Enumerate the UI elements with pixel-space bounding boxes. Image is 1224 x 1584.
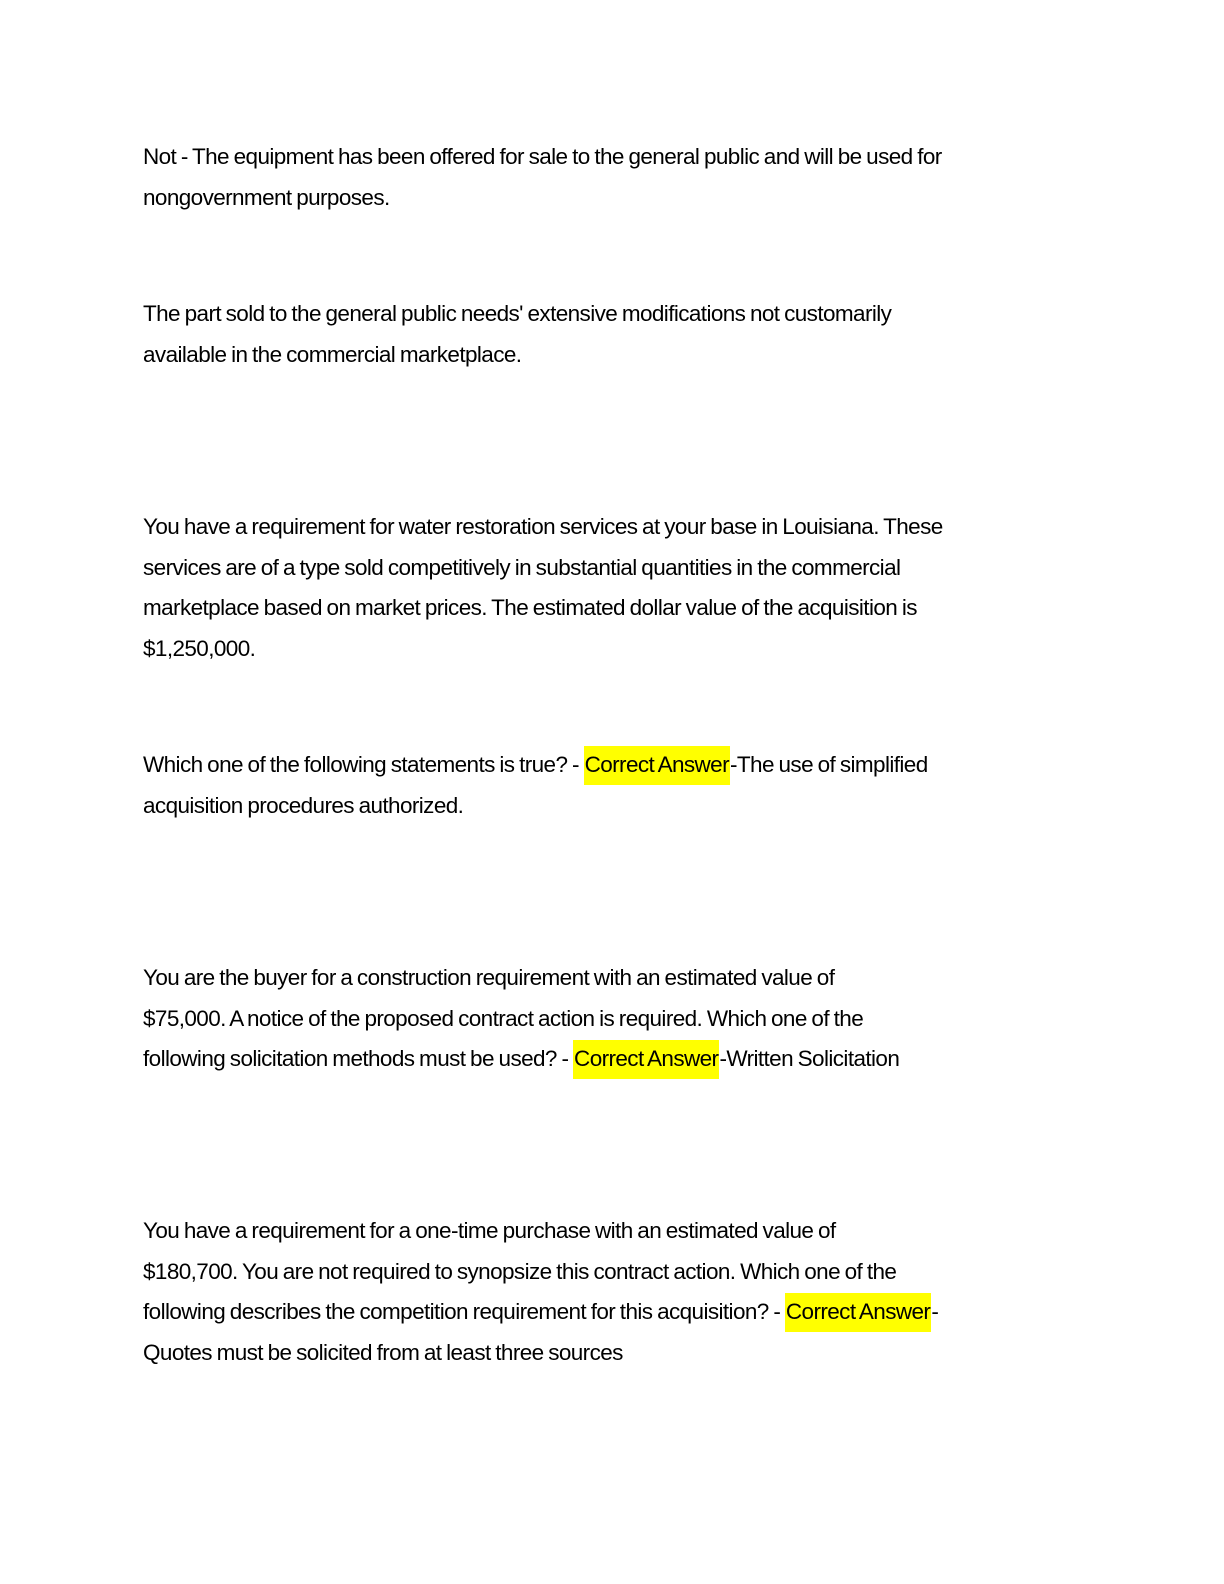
text-line: nongovernment purposes. [143, 184, 390, 210]
question-text: You are the buyer for a construction requirement with an estimated value of [143, 965, 835, 990]
text-line: You have a requirement for water restoration services at your base in Louisiana. These [143, 514, 943, 539]
answer-text: -The use of simplified [730, 752, 928, 777]
correct-answer-highlight: Correct Answer [573, 1040, 719, 1079]
question-text: $180,700. You are not required to synopsize this contract action. Which one of the [143, 1258, 897, 1284]
question-text: You have a requirement for a one-time purchase with an estimated value of [143, 1218, 836, 1243]
question-text: Which one of the following statements is true? - [143, 752, 584, 777]
answer-text: - [931, 1299, 939, 1324]
question-text: following describes the competition requirement for this acquisition? - [143, 1299, 785, 1324]
correct-answer-highlight: Correct Answer [584, 746, 730, 785]
question-simplified-acquisition [143, 745, 1063, 826]
text-line: $1,250,000. [143, 635, 256, 661]
paragraph-not-statement [143, 137, 1063, 218]
answer-text: acquisition procedures authorized. [143, 792, 464, 818]
text-line: Not - The equipment has been offered for sale to the general public and will be used for [143, 144, 942, 169]
text-line: marketplace based on market prices. The estimated dollar value of the acquisition is [143, 595, 917, 620]
question-text: following solicitation methods must be used? - [143, 1046, 574, 1071]
paragraph-part-modifications [143, 294, 1063, 375]
question-construction-solicitation [143, 958, 1063, 1080]
text-line: services are of a type sold competitively in substantial quantities in the commercial [143, 554, 901, 580]
correct-answer-highlight: Correct Answer [785, 1293, 931, 1332]
question-text: $75,000. A notice of the proposed contract action is required. Which one of the [143, 1005, 864, 1031]
paragraph-water-restoration-scenario [143, 507, 1063, 669]
answer-text: -Written Solicitation [719, 1046, 900, 1071]
answer-text: Quotes must be solicited from at least three sources [143, 1339, 623, 1365]
text-line: available in the commercial marketplace. [143, 341, 522, 367]
text-line: The part sold to the general public needs' extensive modifications not customarily [143, 301, 892, 326]
question-competition-requirement [143, 1211, 1063, 1373]
